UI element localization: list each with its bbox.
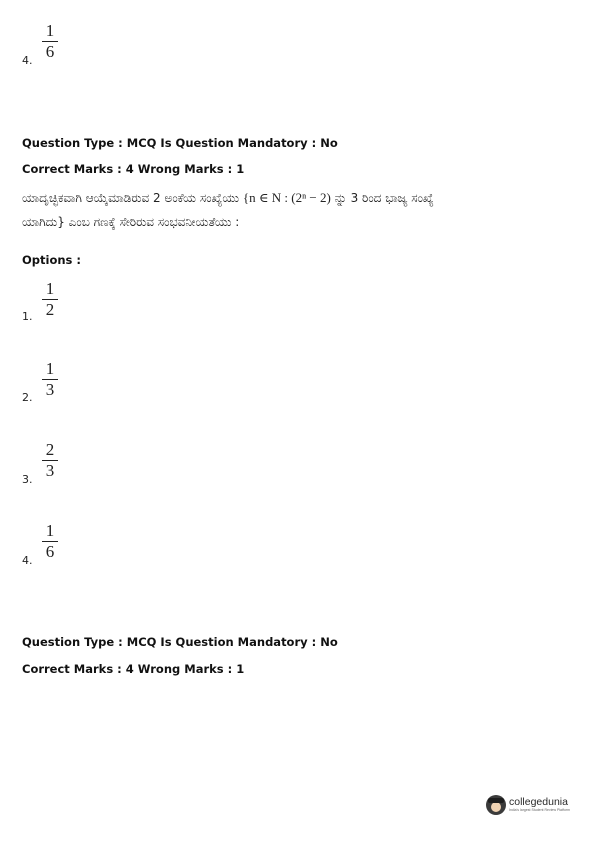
option-number: 1. [22, 310, 33, 323]
option-number: 4. [22, 554, 33, 567]
fraction-denominator: 2 [45, 300, 55, 319]
marks-line: Correct Marks : 4 Wrong Marks : 1 [22, 162, 245, 176]
fraction-denominator: 3 [45, 380, 55, 399]
option-fraction [42, 360, 58, 399]
fraction-numerator: 1 [45, 21, 55, 40]
fraction-numerator: 1 [45, 359, 55, 378]
fraction-denominator: 6 [45, 42, 55, 61]
collegedunia-logo [486, 795, 570, 815]
fraction-numerator: 1 [45, 521, 55, 540]
next-question-type-line: Question Type : MCQ Is Question Mandatory : No [22, 635, 338, 649]
option-fraction [42, 22, 58, 61]
question-math: {n ∈ N : (2ⁿ − 2) [242, 190, 331, 205]
question-text-part2: ನ್ನು 3 ರಿಂದ ಭಾಜ್ಯ ಸಂಖ್ಯೆ ಯಾಗಿದು} ಎಂಬ ಗಣಕ್ಕೆ ಸೇರಿರುವ ಸಂಭವನೀಯತೆಯು : [22, 191, 434, 229]
question-text [22, 186, 462, 234]
option-number: 2. [22, 391, 33, 404]
question-type-line: Question Type : MCQ Is Question Mandatory : No [22, 136, 338, 150]
option-number: 3. [22, 473, 33, 486]
option-number: 4. [22, 54, 33, 67]
student-avatar-icon [486, 795, 506, 815]
fraction-denominator: 6 [45, 542, 55, 561]
logo-tagline: India's largest Student Review Platform [509, 808, 570, 812]
fraction-denominator: 3 [45, 461, 55, 480]
option-fraction [42, 441, 58, 480]
option-fraction [42, 280, 58, 319]
question-text-part1: ಯಾದೃಚ್ಛಿಕವಾಗಿ ಆಯ್ಕೆಮಾಡಿರುವ 2 ಅಂಕೆಯ ಸಂಖ್ಯೆಯು [22, 191, 243, 205]
logo-name: collegedunia [509, 796, 568, 808]
option-fraction [42, 522, 58, 561]
fraction-numerator: 1 [45, 279, 55, 298]
options-label: Options : [22, 253, 81, 267]
fraction-numerator: 2 [45, 440, 55, 459]
next-marks-line: Correct Marks : 4 Wrong Marks : 1 [22, 662, 245, 676]
